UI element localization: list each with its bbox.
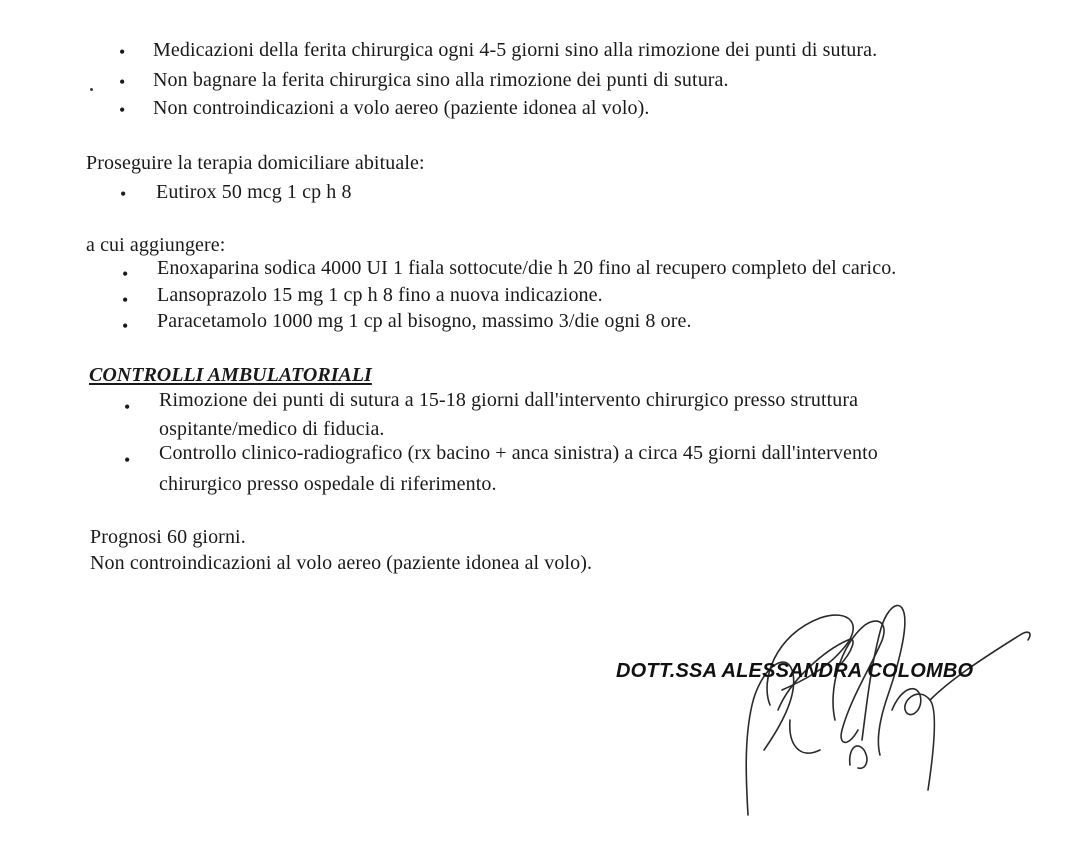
section-heading-controls: CONTROLLI AMBULATORIALI [89,364,372,386]
instruction-wound-dressing: Medicazioni della ferita chirurgica ogni 4-5 giorni sino alla rimozione dei punti di sutura. [153,39,878,61]
bullet: • [122,264,129,284]
home-therapy-item: Eutirox 50 mcg 1 cp h 8 [156,181,352,203]
scan-speck [90,88,93,91]
instruction-flight: Non controindicazioni a volo aereo (paziente idonea al volo). [153,97,650,119]
therapy-item-lansoprazolo: Lansoprazolo 15 mg 1 cp h 8 fino a nuova indicazione. [157,284,603,306]
bullet: • [119,72,126,92]
bullet: • [122,316,129,336]
signature-name: DOTT.SSA ALESSANDRA COLOMBO [616,660,974,682]
bullet: • [119,42,126,62]
control-item-radiographic: Controllo clinico-radiografico (rx bacino + anca sinistra) a circa 45 giorni dall'intervento [159,442,878,464]
bullet: • [124,450,131,470]
therapy-item-enoxaparina: Enoxaparina sodica 4000 UI 1 fiala sottocute/die h 20 fino al recupero completo del carico. [157,257,897,279]
flight-note: Non controindicazioni al volo aereo (paziente idonea al volo). [90,552,593,574]
bullet: • [124,397,131,417]
additional-therapy-intro: a cui aggiungere: [86,234,226,256]
control-item-suture-removal-cont: ospitante/medico di fiducia. [159,418,385,440]
bullet: • [119,100,126,120]
bullet: • [120,184,127,204]
handwritten-signature [730,590,1050,820]
prognosis-text: Prognosi 60 giorni. [90,526,246,548]
control-item-suture-removal: Rimozione dei punti di sutura a 15-18 giorni dall'intervento chirurgico presso struttura [159,389,859,411]
control-item-radiographic-cont: chirurgico presso ospedale di riferimento. [159,473,497,495]
home-therapy-intro: Proseguire la terapia domiciliare abituale: [86,152,425,174]
therapy-item-paracetamolo: Paracetamolo 1000 mg 1 cp al bisogno, massimo 3/die ogni 8 ore. [157,310,692,332]
instruction-keep-dry: Non bagnare la ferita chirurgica sino alla rimozione dei punti di sutura. [153,69,729,91]
bullet: • [122,290,129,310]
